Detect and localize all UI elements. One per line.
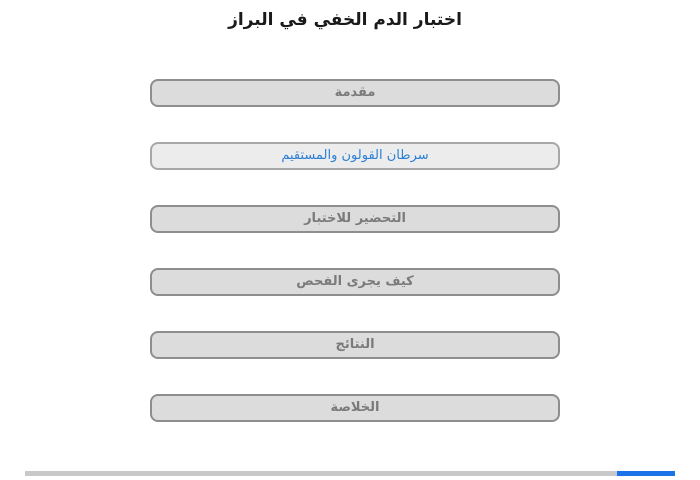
progress-bar-fill bbox=[617, 471, 676, 476]
menu-item-colorectal-cancer[interactable]: سرطان القولون والمستقيم bbox=[150, 142, 560, 170]
menu-item-introduction[interactable]: مقدمة bbox=[150, 79, 560, 107]
page-title: اختبار الدم الخفي في البراز bbox=[228, 10, 462, 30]
chapter-menu bbox=[150, 79, 560, 457]
progress-bar bbox=[25, 471, 675, 476]
menu-item-test-preparation[interactable]: التحضير للاختبار bbox=[150, 205, 560, 233]
menu-item-how-exam-done[interactable]: كيف يجرى الفحص bbox=[150, 268, 560, 296]
menu-item-results[interactable]: النتائج bbox=[150, 331, 560, 359]
menu-item-summary[interactable]: الخلاصة bbox=[150, 394, 560, 422]
